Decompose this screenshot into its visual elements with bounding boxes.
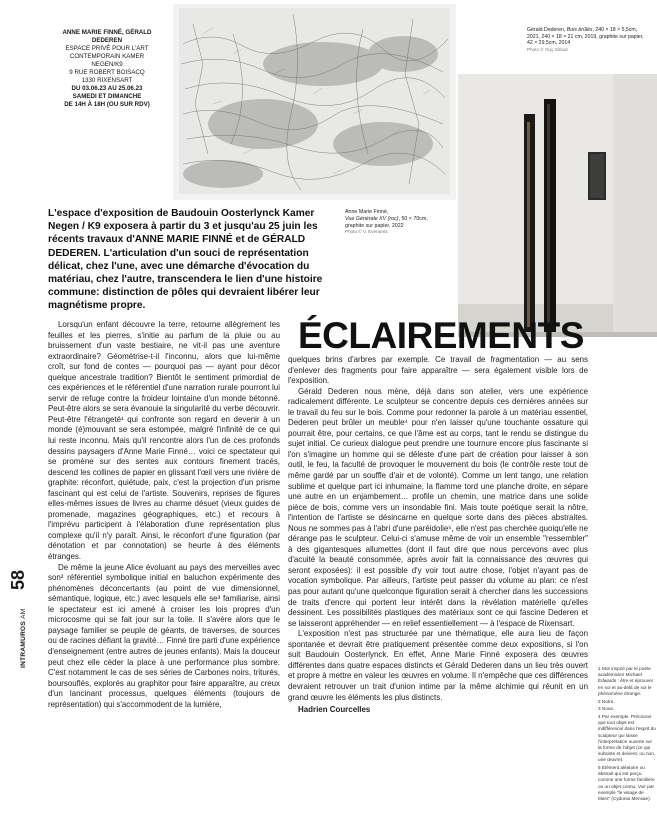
article-title: ÉCLAIREMENTS xyxy=(298,315,584,356)
photo-credit: Photo © V. Everaerts xyxy=(345,229,388,235)
footnotes xyxy=(598,666,656,804)
caption-title: Vue Générale XV (roc) xyxy=(345,215,399,222)
footnote: 1 Mot inspiré par le poète académicien Michael Edwards : être et éprouver en soi et au-delà de soi le phénomène étrange. xyxy=(598,666,654,696)
artists-names: ANNE MARIE FINNÉ, GÉRALD DEDEREN xyxy=(62,29,152,44)
footnote: 3 Nous. xyxy=(598,706,615,712)
opening-hours: DE 14H À 18H (OU SUR RDV) xyxy=(64,101,150,108)
caption-text: Gérald Dederen, xyxy=(527,27,567,33)
venue-line: ESPACE PRIVÉ POUR L'ART xyxy=(65,45,149,52)
paragraph: quelques brins d'arbres par exemple. Ce travail de fragmentation — au sens d'enlever des fragments pour faire apparaître — sera également visible lors de l'exposition. xyxy=(288,355,588,386)
article-column-2 xyxy=(288,355,588,805)
caption-title: Bois brûlés xyxy=(566,27,593,33)
opening-days: SAMEDI ET DIMANCHE xyxy=(72,93,142,100)
address-line: 1330 RIXENSART xyxy=(81,77,133,84)
photo-credit: Photo © Guy Gillaut xyxy=(527,46,568,52)
paragraph: Lorsqu'un enfant découvre la terre, retourne allègrement les feuilles et les pierres, s'initie au parfum de la pluie ou au bruissement d'un vaste bestiaire, ne vit-il pas une aventure extraordinaire? Géométrise-t-il l'inconnu, alors que lui-même croît, sur fond de contes — pourquoi pas — ayant pour décor quelque ancestrale tradition? Bientôt le sentiment primordial de ces expériences et le référentiel d'une narration rurale pourront lui servir de refuge contre la froideur lointaine d'un monde bétonné. Peut-être alors se sera évanouie la singularité du verbe découvrir. Peut-être l'étrangeté¹ qui confronte son regard en devenir à un monde (é)mouvant se sera estompée, malgré l'infinité de ce qui lui reste inconnu. Mais qu'il rencontre alors l'un de ces profonds dessins paysagers d'Anne Marie Finné… voici ce spectateur qui se promène sur des sentes aux contours finement tracés, descend les collines de papier en glissant l'œil vers une rivière de graphite: réconfort, quiétude, paix, c'est la projection d'un prisme fascinant qui est celui de l'artiste. Souvenirs, reprises de figures elles-mêmes issues de livres au charme désuet (vieux guides de promenade, magazines géographiques, etc.) et recours à l'imprévu participent à l'élaboration d'une représentation plus complexe qu'il n'y paraît. Ainsi, le réconfort d'une figuration (par dénotation et par connotation) se heurte à des éléments étranges. xyxy=(48,320,280,562)
footnote: 2 Notre. xyxy=(598,698,615,704)
paragraph: De même la jeune Alice évoluant au pays des merveilles avec son² référentiel symbolique initial en baluchon expérimente des phénomènes déconcertants (au point de vue dimensionnel, sémantique, logique, etc.) avec lesquels elle se³ familiarise, ainsi le spectateur est ici amené à croiser les lois propres d'un microcosme qui se fait jour sur la toile. Il s'avère alors que le paysage familier se peuple de géants, de traverses, de sources ou de racines défiant la gravité… Finné tire parti d'une expérience d'enseignement (entre autres de jeunes enfants). Mais la douceur peut chez elle céder la place à une performance plus sombre. C'est notamment le cas de ses séries de Carbones noirs, triturés, boursouflés, explorés au graphitor pour faire apparaître, au creux d'un lancinant processus, quelques éléments (toujours de représentation) qui s'accommodent de la lumière, xyxy=(48,562,280,709)
venue-line: NEGEN/K9 xyxy=(91,61,123,68)
caption-details: , 50 × 70cm, graphite sur papier, 2022 xyxy=(345,215,428,229)
magazine-issue: AM xyxy=(20,608,27,619)
artwork-drawing-image xyxy=(173,4,456,200)
caption-details: , 240 × 18 × 5,5cm, 2021, 240 × 18 × 21 cm, 2019, graphite sur papier, 42 × 29,5cm, 2014 xyxy=(527,27,644,47)
footnote: 5 Élément aléatoire ou abstrait qui est perçu comme une forme familière ou un objet connu. Voir par exemple "le visage de Mars" (Cydonia Mensae). xyxy=(598,765,655,802)
article-intro: L'espace d'exposition de Baudouin Oosterlynck Kamer Negen / K9 exposera à partir du 3 et jusqu'au 25 juin les récents travaux d'ANNE MARIE FINNÉ et de GÉRALD DEDEREN. L'articulation d'un souci de représentation délicat, chez l'une, avec une démarche d'évocation du matériau, chez l'autre, transcendera le lien d'une histoire commune: distinction de pôles qui devraient libérer leur magnétisme propre. xyxy=(48,208,323,312)
author-signature: Hadrien Courcelles xyxy=(298,705,371,715)
photo-caption-right xyxy=(527,27,647,53)
exhibition-info xyxy=(47,29,167,109)
footnote: 4 Par exemple. Précisons que tout objet est indifférencié dans l'esprit du sculpteur qui laisse l'interprétation ouverte sur la forme de l'objet (ce qui subsiste et devient, ou non, une œuvre). xyxy=(598,713,656,763)
page-number: 58 xyxy=(8,569,28,590)
magazine-name xyxy=(20,608,27,668)
artwork-photo-sculptures xyxy=(458,74,657,337)
article-column-1 xyxy=(48,320,280,808)
paragraph: L'exposition n'est pas structurée par une thématique, elle aura lieu de façon spontanée et devrait être pratiquement présentée comme deux expositions, si l'on suit Baudouin Oosterlynck. En effet, Anne Marie Finné exposera des œuvres différentes dans quatre espaces distincts et Gérald Dederen dans un lieu très ouvert et propre à mettre en valeur les œuvres en volume. Il n'empêche que ces différences devraient retrouver un trait d'union intime par la même alchimie qui réunit en un grand œuvre les éléments les plus distincts. xyxy=(288,629,588,702)
exhibition-dates: DU 03.06.23 AU 25.06.23 xyxy=(71,85,143,92)
photo-caption-middle xyxy=(345,209,445,236)
caption-artist: Anne Marie Finné, xyxy=(345,209,389,215)
address-line: 9 RUE ROBERT BOISACQ xyxy=(69,69,145,76)
magazine-title: INTRAMUROS xyxy=(20,620,27,668)
paragraph: Gérald Dederen nous mène, déjà dans son atelier, vers une expérience radicalement différente. Le sculpteur se concentre depuis ces dernières années sur le travail du feu sur le bois. Comme pour redonner la parole à un matériau essentiel, Dederen peut brûler un meuble⁴ pour n'en laisser qu'une touchante ossature qui pourrait être, pour certains, ce que l'âme est au corps, tant le rendu se distingue du sujet initial. Ce curieux dialogue peut prendre une tournure encore plus fascinante si l'on s'imagine un homme qui se déleste d'une part de création pour laisser à son outil, le feu, la faculté de provoquer le mouvement du bois (le contrôle reste tout de même gardé par un souffle d'air et de volonté). Comme un lent tango, une relation sublime et quelque part ici inhumaine, la flamme tord une planche droite, en sépare une autre en un enjambement… profile un chemin, une matrice dans une solide pièce de bois, comme vers un insondable fini. Mais toute poétique serait la nôtre, l'intention de l'artiste se désincarne en quelque sorte dans des pièces abstraites. Nous ne sommes pas à l'abri d'une paréidolie⁵, elle n'est pas cherchée quoiqu'elle ne dérange pas le sculpteur. Celui-ci s'amuse même de voir un ensemble "ressembler" à des gigantesques allumettes (dont il faut dire que nous percevons avec plus d'acuité la beauté consommée, après avoir fait la connaissance des œuvres qui seront exposées): il est possible d'y voir tout autre chose, l'objet n'ayant pas de vocation symbolique. Par ailleurs, l'artiste peut passer du volume au plan: ce n'est pas pour autant qu'une quelconque figuration serait à chercher dans les successions de traits d'encre qui portent leur intérêt dans la révélation matérielle qu'elles dessinent. Les possibilités plastiques des matériaux sont ce qui fascine Dederen et se laisseront appréhender — en relief essentiellement — à l'espace de Rixensart. xyxy=(288,386,588,628)
venue-line: CONTEMPORAIN KAMER xyxy=(69,53,145,60)
